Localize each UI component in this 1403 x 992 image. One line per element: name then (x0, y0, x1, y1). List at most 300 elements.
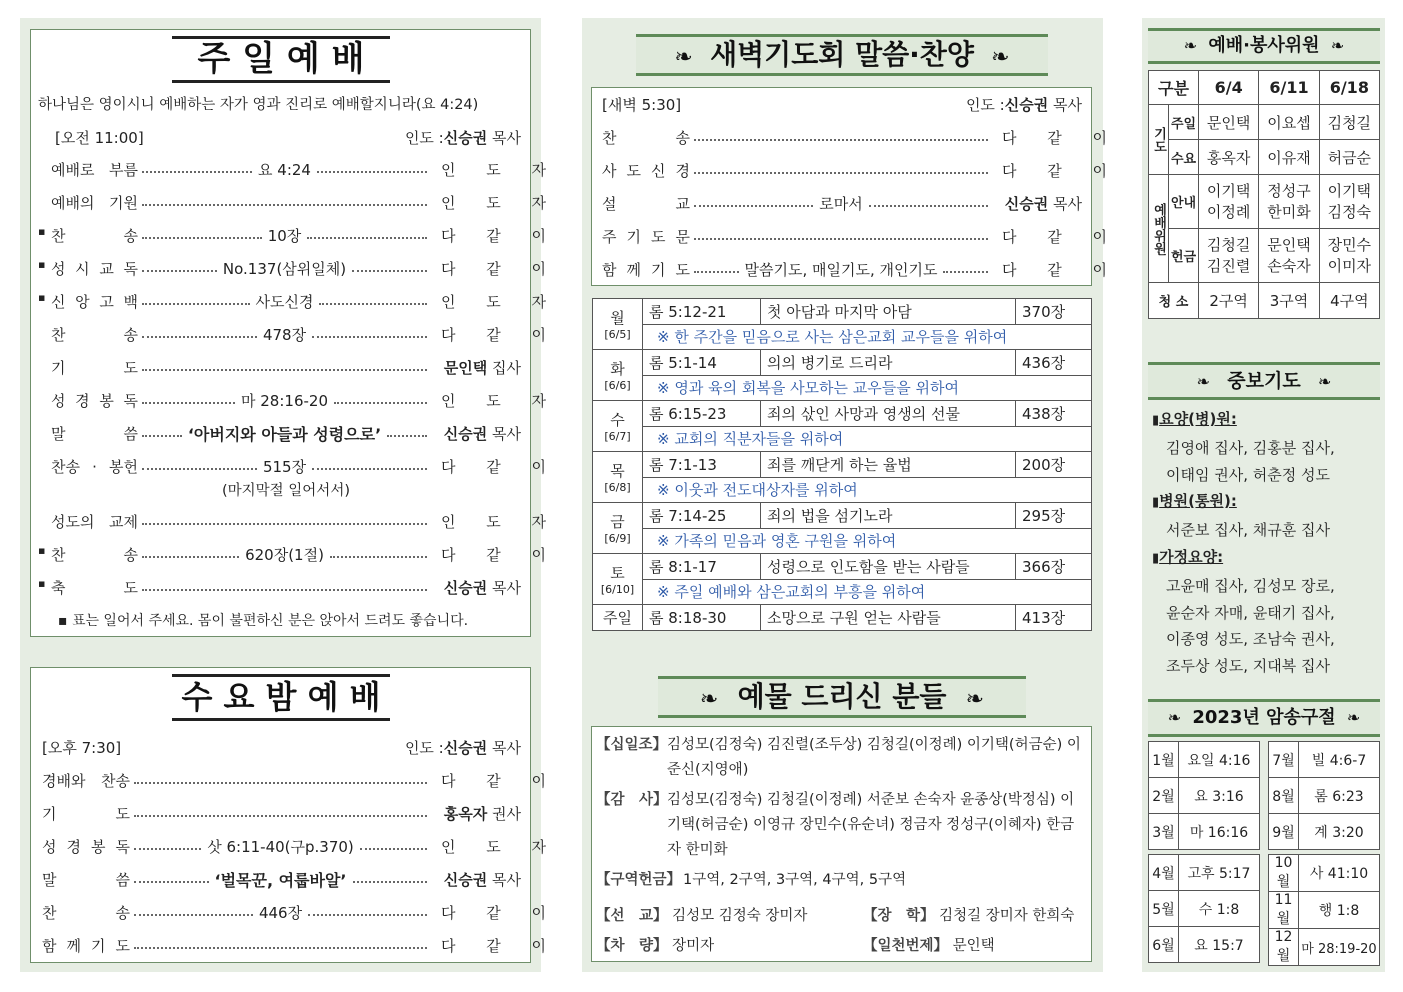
memory-row (1149, 891, 1260, 927)
dawn-order-list (602, 121, 1121, 286)
order-row (42, 863, 521, 896)
order-label: 신 앙 고 백 (51, 293, 138, 311)
dot-leader (142, 369, 427, 371)
order-detail: 515장 (262, 458, 307, 476)
order-row (38, 505, 560, 538)
dot-leader (319, 303, 427, 305)
intercession-title-bar (1148, 362, 1380, 400)
dot-leader (694, 172, 988, 174)
sunday-leader-label: 인도 : (404, 129, 444, 147)
dot-leader (134, 947, 427, 949)
order-row (42, 797, 521, 830)
header-cell: 6/18 (1319, 71, 1379, 105)
day-name: 화 (610, 360, 625, 378)
dawn-note-row (593, 579, 1092, 605)
order-person (431, 291, 560, 312)
month-label: 10월 (1269, 855, 1299, 892)
offering-list (596, 733, 1086, 898)
header-cell: 6/11 (1259, 71, 1319, 105)
leaf-left-icon: ❧ (1167, 708, 1182, 727)
memory-verse: 사 41:10 (1299, 855, 1380, 892)
order-row (42, 929, 560, 962)
dawn-note-row (593, 477, 1092, 503)
order-label: 말 씀 (51, 425, 138, 443)
person-role: 목사 (492, 579, 521, 597)
order-label: 주 기 도 문 (602, 228, 690, 246)
prayer-group-head (1152, 406, 1380, 435)
dot-leader (694, 139, 988, 141)
person-name: 다 같 이 (441, 227, 560, 245)
scripture-ref: 롬 5:1-14 (643, 350, 761, 376)
mission-names: 김성모 김정숙 장미자 (672, 908, 808, 924)
prayer-group-title: 가정요양: (1159, 547, 1224, 566)
person-name: 신승권 (443, 425, 488, 443)
memory-title: 2023년 암송구절 (1192, 707, 1336, 728)
dot-leader (142, 303, 250, 305)
sunday-time: [오전 11:00] (55, 129, 144, 147)
stand-marker: ▪ (38, 577, 46, 590)
dawn-sunday-row (593, 605, 1092, 631)
dot-leader (142, 556, 239, 558)
order-person (431, 159, 560, 180)
volunteer-header-row (1149, 71, 1380, 105)
month-label: 3월 (1149, 814, 1179, 850)
person-name: 인 도 자 (441, 161, 560, 179)
prayer-group-head (1152, 544, 1380, 573)
memory-row (1269, 814, 1380, 850)
order-detail: 사도신경 (255, 293, 314, 311)
order-label: 기 도 (42, 805, 130, 823)
order-row (602, 220, 1121, 253)
order-detail: No.137(삼위일체) (222, 260, 347, 278)
memory-row (1149, 927, 1260, 963)
order-label: 찬 송 (42, 904, 130, 922)
prayer-note: ※ 영과 육의 회복을 사모하는 교우들을 위하여 (643, 375, 1092, 401)
order-label: 성 시 교 독 (51, 260, 138, 278)
day-date: [6/5] (604, 328, 631, 341)
day-cell (593, 452, 643, 503)
dawn-leader-label: 인도 : (965, 96, 1005, 114)
cleaning-group: 4구역 (1319, 283, 1379, 319)
dawn-time: [새벽 5:30] (602, 96, 682, 114)
prayer-names: 조두상 성도, 지대복 집사 (1166, 657, 1330, 676)
day-name: 월 (610, 309, 625, 327)
offering-row (596, 868, 1086, 893)
person-name: 인 도 자 (441, 392, 560, 410)
memory-row (1269, 778, 1380, 814)
prayer-names: 서준보 집사, 채규훈 집사 (1166, 521, 1330, 540)
dot-leader (142, 336, 257, 338)
order-row (602, 154, 1121, 187)
month-label: 5월 (1149, 891, 1179, 927)
order-person (431, 869, 521, 890)
dot-leader (334, 402, 427, 404)
memory-verse: 행 1:8 (1299, 892, 1380, 929)
day-date: [6/10] (600, 583, 635, 596)
memory-row (1149, 742, 1260, 778)
dot-leader (134, 881, 209, 883)
order-label: 말 씀 (42, 871, 130, 889)
sub-label: 주일 (1169, 105, 1199, 140)
order-label: 경배와 찬송 (42, 772, 130, 790)
month-label: 8월 (1269, 778, 1299, 814)
volunteer-name: 허금순 (1319, 140, 1379, 175)
group-label: 예배위원 (1149, 175, 1169, 283)
person-name: 다 같 이 (441, 326, 560, 344)
memory-row (1149, 778, 1260, 814)
bullet-square-icon: ▮ (1152, 550, 1160, 566)
scripture-ref: 롬 7:1-13 (643, 452, 761, 478)
order-label: 예배의 기원 (51, 194, 138, 212)
person-name: 홍옥자 (443, 805, 488, 823)
order-row (38, 153, 560, 186)
order-label: 기 도 (51, 359, 138, 377)
prayer-note: ※ 교회의 직분자들을 위하여 (643, 426, 1092, 452)
stand-marker (38, 423, 51, 444)
order-detail: 삿 6:11-40(구p.370) (207, 838, 354, 856)
order-row (602, 121, 1121, 154)
wednesday-time: [오후 7:30] (42, 739, 122, 757)
volunteer-name: 이유재 (1259, 140, 1319, 175)
month-label: 2월 (1149, 778, 1179, 814)
memory-row (1269, 929, 1380, 966)
order-person (431, 390, 560, 411)
dot-leader (943, 271, 988, 273)
scripture-ref: 롬 6:15-23 (643, 401, 761, 427)
scripture-ref: 롬 5:12-21 (643, 299, 761, 325)
order-person (431, 935, 560, 956)
day-cell (593, 299, 643, 350)
dawn-day-row (593, 299, 1092, 325)
dawn-day-row (593, 452, 1092, 478)
offering-label: 【십일조】 (596, 737, 668, 753)
hymn-number: 366장 (1016, 554, 1092, 580)
order-detail: 10장 (267, 227, 302, 245)
sermon-topic: 성령으로 인도함을 받는 사람들 (761, 554, 1016, 580)
bullet-square-icon: ▮ (1152, 495, 1160, 511)
dot-leader (142, 204, 427, 206)
leaf-right-icon: ❧ (1317, 372, 1332, 391)
leaf-left-icon: ❧ (699, 687, 719, 712)
intercession-list (1152, 406, 1380, 680)
volunteer-name: 김청길 (1319, 105, 1379, 140)
person-name: 인 도 자 (441, 194, 560, 212)
dawn-note-row (593, 528, 1092, 554)
dawn-day-row (593, 401, 1092, 427)
order-detail: ‘아버지와 아들과 성령으로’ (187, 425, 382, 444)
order-person (431, 511, 560, 532)
sunday-footnote: ▪ 표는 일어서 주세요. 몸이 불편하신 분은 앉아서 드려도 좋습니다. (58, 613, 469, 629)
prayer-names: 이종영 성도, 조남숙 권사, (1166, 630, 1335, 649)
order-row (38, 186, 560, 219)
order-person (431, 577, 521, 598)
dawn-schedule-table (592, 298, 1092, 631)
person-role: 권사 (492, 805, 521, 823)
order-row (38, 219, 560, 252)
offering-label: 【구역헌금】 (596, 872, 682, 888)
wednesday-time-row (42, 731, 521, 764)
memory-verse: 요 3:16 (1179, 778, 1260, 814)
order-detail: 478장 (262, 326, 307, 344)
month-label: 4월 (1149, 855, 1179, 891)
order-row (42, 764, 560, 797)
hymn-number: 438장 (1016, 401, 1092, 427)
dot-leader (134, 914, 253, 916)
dawn-day-row (593, 503, 1092, 529)
month-label: 9월 (1269, 814, 1299, 850)
person-name: 다 같 이 (441, 904, 560, 922)
dot-leader (134, 815, 427, 817)
day-cell (593, 401, 643, 452)
hymn-number: 436장 (1016, 350, 1092, 376)
day-name: 수 (610, 411, 625, 429)
stand-marker (38, 456, 51, 477)
order-detail: 446장 (258, 904, 303, 922)
order-row (38, 252, 560, 285)
dot-leader (694, 238, 988, 240)
order-row (38, 351, 521, 384)
month-label: 1월 (1149, 742, 1179, 778)
memory-table-q3 (1268, 741, 1380, 850)
offering-names: 김성모(김정숙) 김진렬(조두상) 김청길(이정례) 이기택(허금순) 이준신(지영애) (667, 737, 1081, 778)
order-row (42, 830, 560, 863)
day-cell (593, 503, 643, 554)
order-label: 찬 송 (51, 227, 138, 245)
dawn-title: 새벽기도회 말씀·찬양 (710, 38, 974, 71)
dot-leader (142, 171, 252, 173)
header-cell: 6/4 (1199, 71, 1259, 105)
offering-names: 1구역, 2구역, 3구역, 4구역, 5구역 (683, 872, 907, 888)
dot-leader (142, 589, 427, 591)
order-label: 성 경 봉 독 (51, 392, 138, 410)
order-label: 예배로 부름 (51, 161, 138, 179)
dot-leader (694, 271, 739, 273)
order-person (431, 357, 521, 378)
day-name: 주일 (593, 605, 643, 631)
order-person (992, 259, 1121, 280)
dot-leader (694, 205, 813, 207)
order-label: 찬 송 (51, 326, 138, 344)
order-label: 함 께 기 도 (42, 937, 130, 955)
person-name: 신승권 (443, 871, 488, 889)
prayer-names: 고윤매 집사, 김성모 장로, (1166, 576, 1335, 595)
hymn-number: 295장 (1016, 503, 1092, 529)
day-cell (593, 350, 643, 401)
dawn-title-bar (636, 34, 1048, 76)
volunteer-name: 정성구 한미화 (1259, 175, 1319, 229)
sub-label: 수요 (1169, 140, 1199, 175)
person-name: 신승권 (443, 579, 488, 597)
dot-leader (142, 468, 257, 470)
scripture-ref: 롬 8:18-30 (643, 605, 761, 631)
offering-row (596, 788, 1086, 863)
order-detail: 620장(1절) (245, 546, 324, 564)
order-person (992, 193, 1082, 214)
worship-row (1149, 229, 1380, 283)
offering-names: 김성모(김정숙) 김청길(이정례) 서준보 손숙자 윤종상(박정심) 이기택(허금순) 이영규 장민수(유순녀) 정금자 정성구(이혜자) 한금자 한미화 (667, 792, 1075, 858)
prayer-note: ※ 한 주간을 믿음으로 사는 삼은교회 교우들을 위하여 (643, 324, 1092, 350)
header-cell: 구분 (1149, 71, 1199, 105)
prayer-group-title: 요양(병)원: (1159, 410, 1237, 428)
dot-leader (142, 270, 217, 272)
prayer-row (1149, 140, 1380, 175)
sermon-topic: 의의 병기로 드리라 (761, 350, 1016, 376)
dot-leader (330, 556, 427, 558)
person-name: 인 도 자 (441, 513, 560, 531)
order-label: 찬 송 (51, 546, 138, 564)
prayer-note: ※ 주일 예배와 삼은교회의 부흥을 위하여 (643, 579, 1092, 605)
sunday-leader-role: 목사 (492, 129, 521, 147)
sermon-topic: 죄의 법을 섬기노라 (761, 503, 1016, 529)
person-name: 다 같 이 (1002, 129, 1121, 147)
order-person (431, 258, 560, 279)
order-row (38, 384, 560, 417)
volunteer-name: 장민수 이미자 (1319, 229, 1379, 283)
offering-bottom-rows (596, 901, 1086, 961)
dot-leader (308, 914, 427, 916)
memory-table-q2 (1148, 854, 1260, 963)
person-role: 집사 (492, 359, 521, 377)
cleaning-row (1149, 283, 1380, 319)
hymn-number: 370장 (1016, 299, 1092, 325)
prayer-names: 이태임 권사, 허춘정 성도 (1166, 465, 1330, 484)
sub-label: 안내 (1169, 175, 1199, 229)
month-label: 11월 (1269, 892, 1299, 929)
stand-marker: ▪ (38, 225, 46, 238)
leaf-right-icon: ❧ (1330, 36, 1345, 55)
sunday-leader-name: 신승권 (443, 129, 488, 147)
memory-row (1269, 742, 1380, 778)
order-detail: 마 28:16-20 (241, 392, 328, 410)
day-cell (593, 554, 643, 605)
sermon-topic: 죄를 깨닫게 하는 율법 (761, 452, 1016, 478)
leaf-left-icon: ❧ (674, 45, 693, 70)
dot-leader (312, 336, 427, 338)
memory-table-q4 (1268, 854, 1380, 966)
daily-label: 【일천번제】 (863, 938, 949, 954)
order-person (431, 544, 560, 565)
volunteer-name: 이요셉 (1259, 105, 1319, 140)
volunteers-title-bar (1148, 28, 1380, 64)
memory-row (1149, 814, 1260, 850)
leaf-right-icon: ❧ (991, 45, 1010, 70)
dawn-leader-role: 목사 (1053, 96, 1082, 114)
cleaning-label: 청 소 (1149, 283, 1199, 319)
sunday-order-list (38, 153, 560, 604)
order-person (431, 902, 560, 923)
scripture-ref: 롬 7:14-25 (643, 503, 761, 529)
dot-leader (142, 523, 427, 525)
order-row (602, 253, 1121, 286)
sunday-verse: 하나님은 영이시니 예배하는 자가 영과 진리로 예배할지니라(요 4:24) (38, 97, 479, 113)
prayer-row (1149, 105, 1380, 140)
intercession-title: 중보기도 (1227, 370, 1301, 392)
order-person (431, 803, 521, 824)
sermon-topic: 죄의 삯인 사망과 영생의 선물 (761, 401, 1016, 427)
order-person (431, 324, 560, 345)
dawn-day-row (593, 554, 1092, 580)
order-person (431, 423, 521, 444)
person-name: 다 같 이 (441, 260, 560, 278)
cleaning-group: 2구역 (1199, 283, 1259, 319)
order-person (992, 160, 1121, 181)
offering-subnote: (마지막절 일어서서) (222, 483, 350, 499)
order-person (431, 192, 560, 213)
volunteer-name: 이기택 이정례 (1199, 175, 1259, 229)
offering-title: 예물 드리신 분들 (737, 680, 947, 713)
day-date: [6/6] (604, 379, 631, 392)
memory-title-bar (1148, 699, 1380, 737)
order-row (38, 285, 560, 318)
stand-marker: ▪ (38, 258, 46, 271)
sermon-topic: 첫 아담과 마지막 아담 (761, 299, 1016, 325)
prayer-note: ※ 가족의 믿음과 영혼 구원을 위하여 (643, 528, 1092, 554)
wednesday-title: 수 요 밤 예 배 (181, 678, 381, 716)
month-label: 7월 (1269, 742, 1299, 778)
vehicle-label: 【차 량】 (596, 938, 668, 954)
order-person (431, 456, 560, 477)
person-name: 신승권 (1004, 195, 1049, 213)
leaf-right-icon: ❧ (965, 687, 985, 712)
person-name: 다 같 이 (441, 458, 560, 476)
stand-marker (38, 159, 51, 180)
day-name: 금 (610, 513, 625, 531)
person-role: 목사 (1053, 195, 1083, 213)
order-detail: ‘벌목꾼, 여룹바알’ (214, 871, 347, 890)
dawn-note-row (593, 324, 1092, 350)
offering-title-bar (658, 676, 1026, 718)
dot-leader (352, 270, 427, 272)
order-row (38, 538, 560, 571)
volunteer-name: 김청길 김진렬 (1199, 229, 1259, 283)
person-name: 문인택 (443, 359, 488, 377)
order-person (431, 225, 560, 246)
stand-marker (38, 511, 51, 532)
order-person (431, 836, 560, 857)
prayer-names: 윤순자 자매, 윤태기 집사, (1166, 603, 1335, 622)
person-name: 인 도 자 (441, 838, 560, 856)
memory-verse: 수 1:8 (1179, 891, 1260, 927)
leaf-right-icon: ❧ (1346, 708, 1361, 727)
group-label: 기도 (1149, 105, 1169, 175)
wednesday-leader-role: 목사 (492, 739, 521, 757)
sub-label: 헌금 (1169, 229, 1199, 283)
order-person (431, 770, 560, 791)
order-label: 성도의 교제 (51, 513, 138, 531)
person-name: 다 같 이 (441, 937, 560, 955)
order-detail: 말씀기도, 매일기도, 개인기도 (744, 261, 938, 279)
volunteers-title: 예배·봉사위원 (1208, 35, 1320, 56)
order-label: 찬송 · 봉헌 (51, 458, 138, 476)
scholar-names: 김청길 장미자 한희숙 (939, 908, 1075, 924)
wednesday-order-list (42, 764, 560, 962)
bullet-square-icon: ▮ (1152, 413, 1160, 428)
prayer-group-head (1152, 488, 1380, 517)
volunteer-name: 홍옥자 (1199, 140, 1259, 175)
dot-leader (142, 435, 182, 437)
dot-leader (353, 881, 428, 883)
prayer-group-title: 병원(통원): (1159, 492, 1237, 511)
stand-marker: ▪ (38, 291, 46, 304)
dot-leader (869, 205, 988, 207)
leaf-left-icon: ❧ (1196, 372, 1211, 391)
month-label: 12월 (1269, 929, 1299, 966)
order-label: 찬 송 (602, 129, 690, 147)
sunday-title: 주 일 예 배 (197, 39, 365, 79)
daily-names: 문인택 (952, 938, 995, 954)
cleaning-group: 3구역 (1259, 283, 1319, 319)
scripture-ref: 롬 8:1-17 (643, 554, 761, 580)
